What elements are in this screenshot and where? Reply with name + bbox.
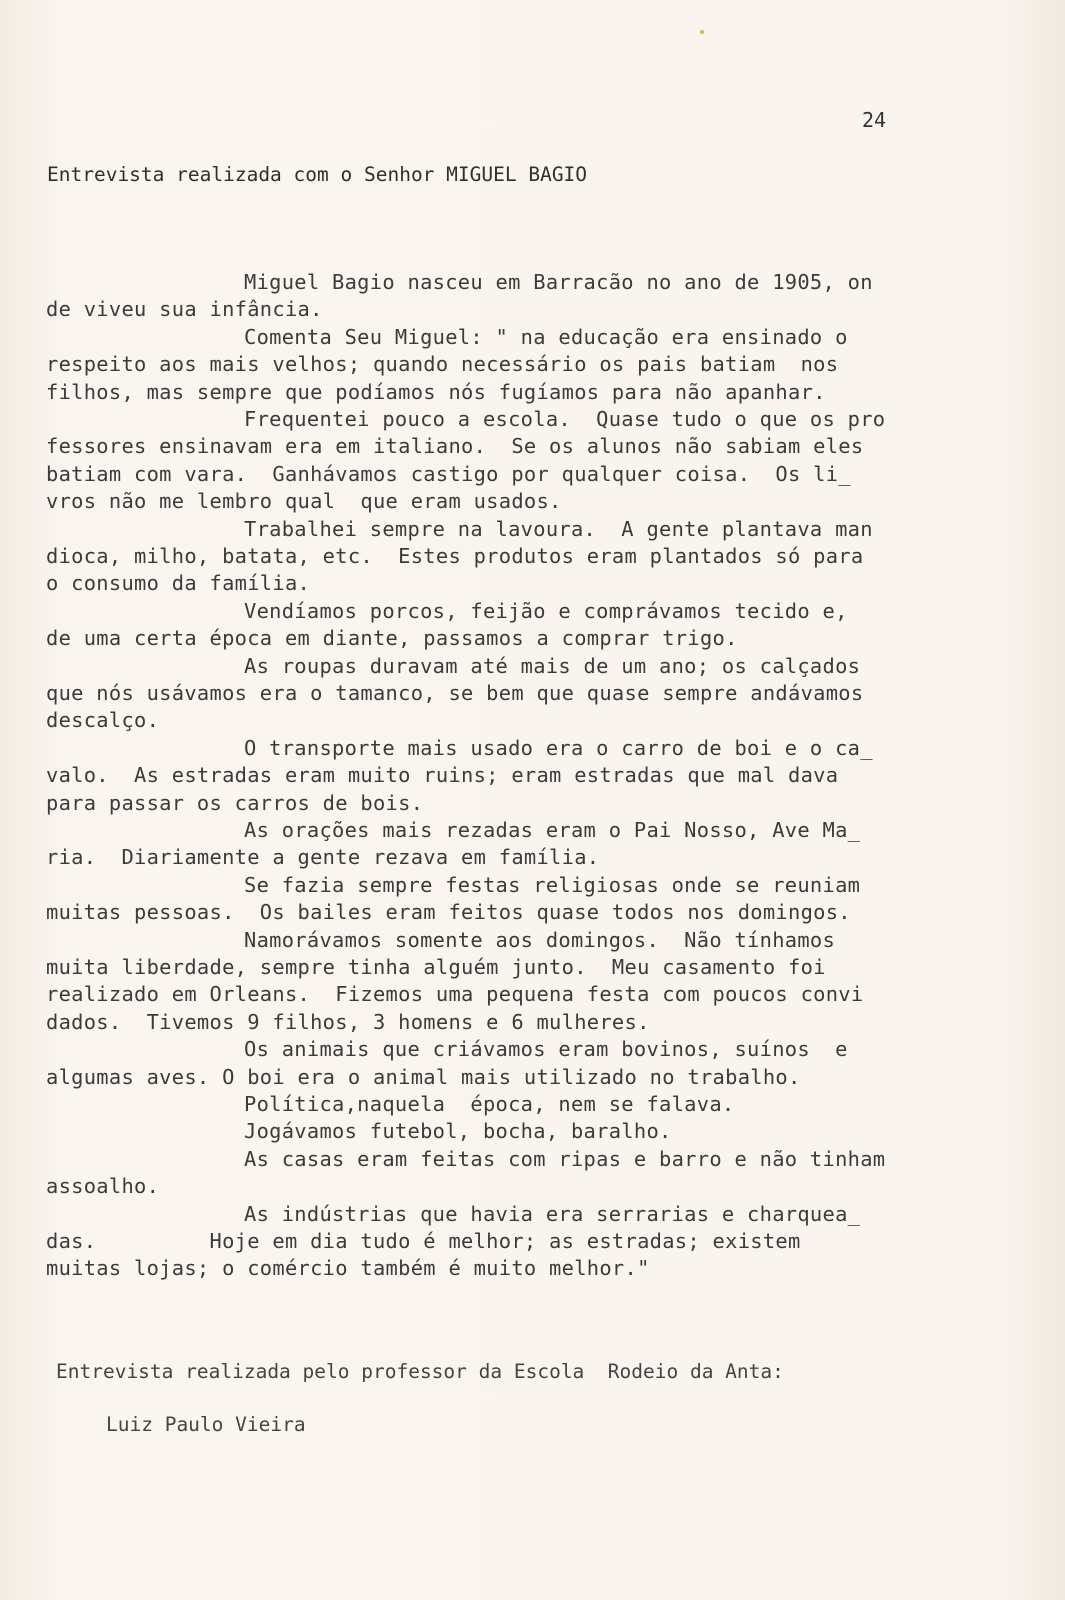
text-line: vros não me lembro qual que eram usados. bbox=[46, 489, 562, 514]
text-line: Jogávamos futebol, bocha, baralho. bbox=[244, 1119, 672, 1144]
text-line: As casas eram feitas com ripas e barro e não tinham bbox=[244, 1146, 886, 1171]
text-line: Vendíamos porcos, feijão e comprávamos tecido e, bbox=[244, 598, 848, 623]
text-line: Frequentei pouco a escola. Quase tudo o que os pro bbox=[244, 407, 886, 431]
text-line: Comenta Seu Miguel: " na educação era ensinado o bbox=[244, 324, 848, 349]
text-line: descalço. bbox=[46, 708, 160, 733]
text-line: das. Hoje em dia tudo é melhor; as estradas; existem bbox=[46, 1229, 801, 1253]
interviewer-credit: Entrevista realizada pelo professor da Escola Rodeio da Anta: bbox=[56, 1360, 784, 1383]
text-line: ria. Diariamente a gente rezava em família. bbox=[46, 845, 600, 870]
text-line: de viveu sua infância. bbox=[46, 297, 323, 322]
text-line: muitas lojas; o comércio também é muito melhor." bbox=[46, 1256, 650, 1281]
text-line: fessores ensinavam era em italiano. Se os alunos não sabiam eles bbox=[46, 434, 864, 459]
text-line: muita liberdade, sempre tinha alguém junto. Meu casamento foi bbox=[46, 955, 826, 979]
paper-speck bbox=[700, 30, 704, 34]
text-line: realizado em Orleans. Fizemos uma pequena festa com poucos convi bbox=[46, 982, 864, 1007]
text-line: algumas aves. O boi era o animal mais utilizado no trabalho. bbox=[46, 1064, 801, 1089]
text-line: para passar os carros de bois. bbox=[46, 790, 424, 815]
text-line: As indústrias que havia era serrarias e charquea_ bbox=[244, 1201, 861, 1226]
text-line: o consumo da família. bbox=[46, 571, 311, 596]
text-line: muitas pessoas. Os bailes eram feitos quase todos nos domingos. bbox=[46, 900, 851, 925]
text-line: que nós usávamos era o tamanco, se bem que quase sempre andávamos bbox=[46, 681, 864, 705]
text-line: dados. Tivemos 9 filhos, 3 homens e 6 mulheres. bbox=[46, 1009, 650, 1034]
text-line: As roupas duravam até mais de um ano; os calçados bbox=[244, 653, 861, 678]
text-line: Política,naquela época, nem se falava. bbox=[244, 1092, 735, 1116]
text-line: de uma certa época em diante, passamos a comprar trigo. bbox=[46, 626, 738, 651]
text-line: Os animais que criávamos eram bovinos, suínos e bbox=[244, 1037, 848, 1062]
text-line: O transporte mais usado era o carro de boi e o ca_ bbox=[244, 735, 873, 760]
interviewer-name: Luiz Paulo Vieira bbox=[106, 1413, 306, 1436]
text-line: Miguel Bagio nasceu em Barracão no ano de 1905, on bbox=[244, 270, 873, 294]
text-line: As orações mais rezadas eram o Pai Nosso, Ave Ma_ bbox=[244, 818, 861, 842]
text-line: Trabalhei sempre na lavoura. A gente plantava man bbox=[244, 516, 873, 541]
text-line: assoalho. bbox=[46, 1174, 160, 1199]
text-line: batiam com vara. Ganhávamos castigo por qualquer coisa. Os li_ bbox=[46, 461, 851, 486]
document-title: Entrevista realizada com o Senhor MIGUEL BAGIO bbox=[47, 163, 588, 186]
text-line: Namorávamos somente aos domingos. Não tínhamos bbox=[244, 927, 836, 952]
text-line: Se fazia sempre festas religiosas onde se reuniam bbox=[244, 872, 861, 897]
text-line: filhos, mas sempre que podíamos nós fugíamos para não apanhar. bbox=[46, 379, 826, 404]
page-number: 24 bbox=[862, 108, 887, 132]
text-line: respeito aos mais velhos; quando necessário os pais batiam nos bbox=[46, 352, 839, 377]
text-line: valo. As estradas eram muito ruins; eram estradas que mal dava bbox=[46, 763, 839, 788]
text-line: dioca, milho, batata, etc. Estes produtos eram plantados só para bbox=[46, 544, 864, 568]
